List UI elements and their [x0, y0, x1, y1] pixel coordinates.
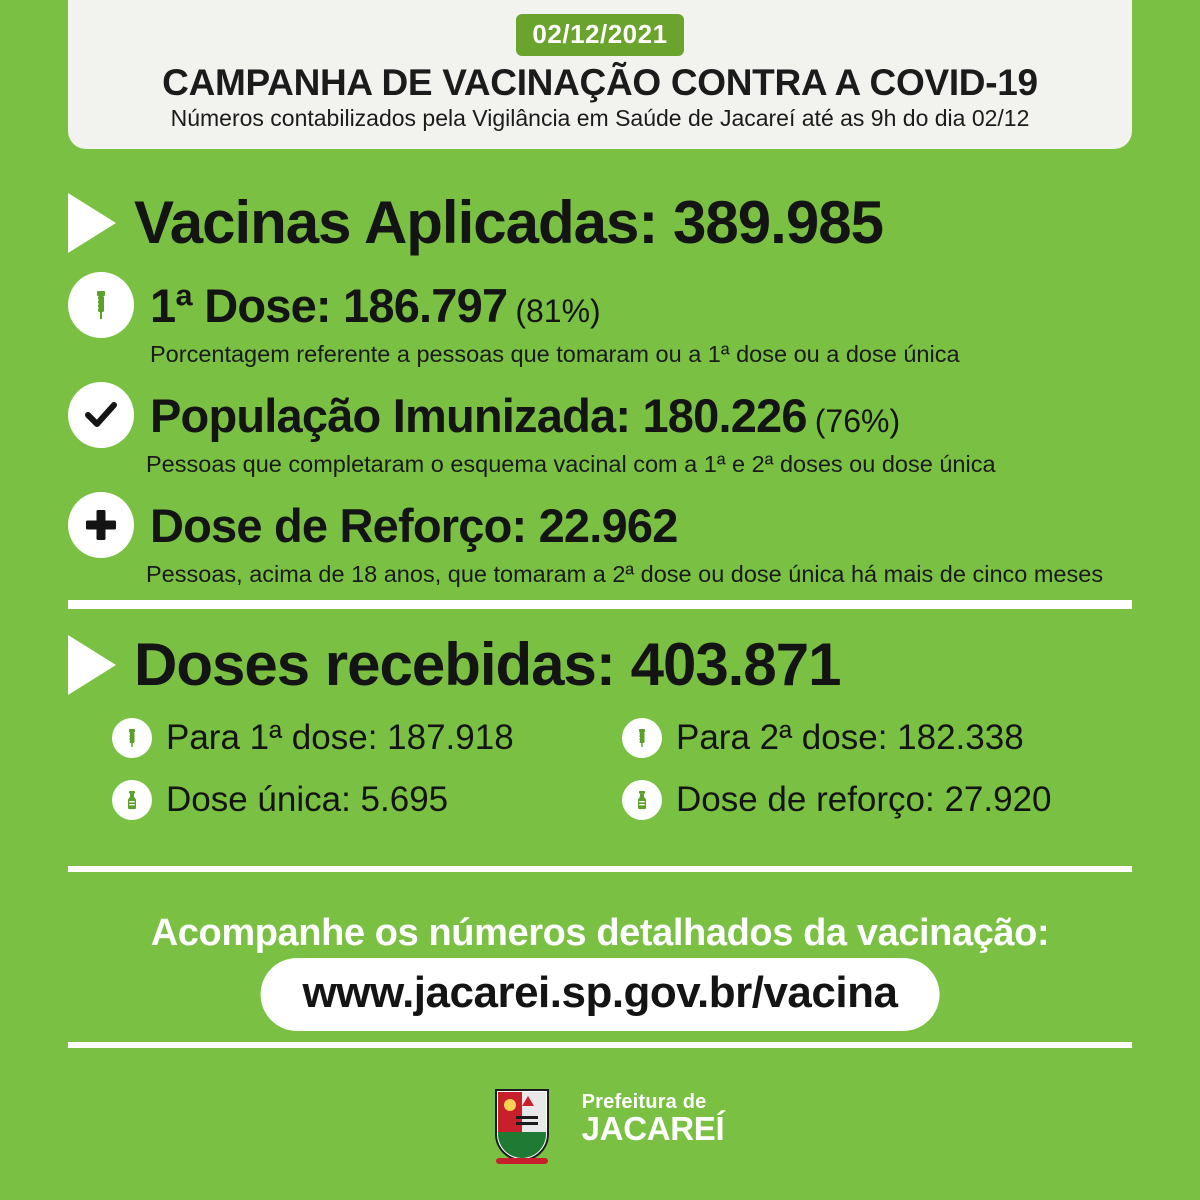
syringe-icon	[68, 272, 134, 338]
date-badge: 02/12/2021	[516, 14, 683, 56]
applied-item-first-dose	[68, 272, 1132, 368]
triangle-marker-icon	[68, 635, 116, 695]
header-card	[68, 0, 1132, 149]
immunized-note: Pessoas que completaram o esquema vacinal com a 1ª e 2ª doses ou dose única	[146, 451, 996, 477]
city-logo	[0, 1072, 1200, 1164]
divider-bottom	[68, 1042, 1132, 1048]
received-item	[622, 718, 1112, 758]
applied-item-booster	[68, 492, 1132, 588]
applied-headline: Vacinas Aplicadas: 389.985	[134, 189, 883, 256]
coat-of-arms-icon	[476, 1072, 568, 1164]
received-headline-block	[68, 630, 840, 699]
immunized-label: População Imunizada: 180.226	[150, 388, 807, 442]
syringe-icon	[622, 718, 662, 758]
received-booster-label: Dose de reforço: 27.920	[676, 780, 1052, 819]
immunized-percent: (76%)	[814, 402, 901, 439]
first-dose-note: Porcentagem referente a pessoas que tomaram ou a 1ª dose ou a dose única	[150, 341, 960, 367]
received-items-grid	[112, 718, 1142, 820]
first-dose-label: 1ª Dose: 186.797	[150, 278, 508, 332]
applied-item-immunized	[68, 382, 1132, 478]
cta-text: Acompanhe os números detalhados da vacinação:	[150, 912, 1050, 954]
logo-line-1: Prefeitura de	[581, 1090, 707, 1113]
received-headline: Doses recebidas: 403.871	[134, 631, 841, 698]
divider-top	[68, 600, 1132, 609]
received-first-dose-label: Para 1ª dose: 187.918	[166, 718, 514, 757]
vial-icon	[622, 780, 662, 820]
logo-line-2: JACAREÍ	[581, 1109, 725, 1147]
received-second-dose-label: Para 2ª dose: 182.338	[676, 718, 1024, 757]
booster-label: Dose de Reforço: 22.962	[150, 498, 678, 552]
syringe-icon	[112, 718, 152, 758]
logo-text	[582, 1092, 725, 1145]
received-single-dose-label: Dose única: 5.695	[166, 780, 449, 819]
received-item	[112, 718, 602, 758]
page-title: CAMPANHA DE VACINAÇÃO CONTRA A COVID-19	[162, 62, 1038, 103]
triangle-marker-icon	[68, 193, 116, 253]
applied-headline-block	[68, 188, 883, 257]
booster-note: Pessoas, acima de 18 anos, que tomaram a 2ª dose ou dose única há mais de cinco meses	[146, 561, 1104, 587]
received-item	[112, 780, 602, 820]
website-url[interactable]: www.jacarei.sp.gov.br/vacina	[261, 958, 940, 1031]
divider-middle	[68, 866, 1132, 872]
page-subtitle: Números contabilizados pela Vigilância em Saúde de Jacareí até as 9h do dia 02/12	[170, 105, 1030, 132]
received-item	[622, 780, 1112, 820]
plus-icon	[68, 492, 134, 558]
first-dose-percent: (81%)	[515, 292, 601, 329]
check-icon	[68, 382, 134, 448]
vial-icon	[112, 780, 152, 820]
